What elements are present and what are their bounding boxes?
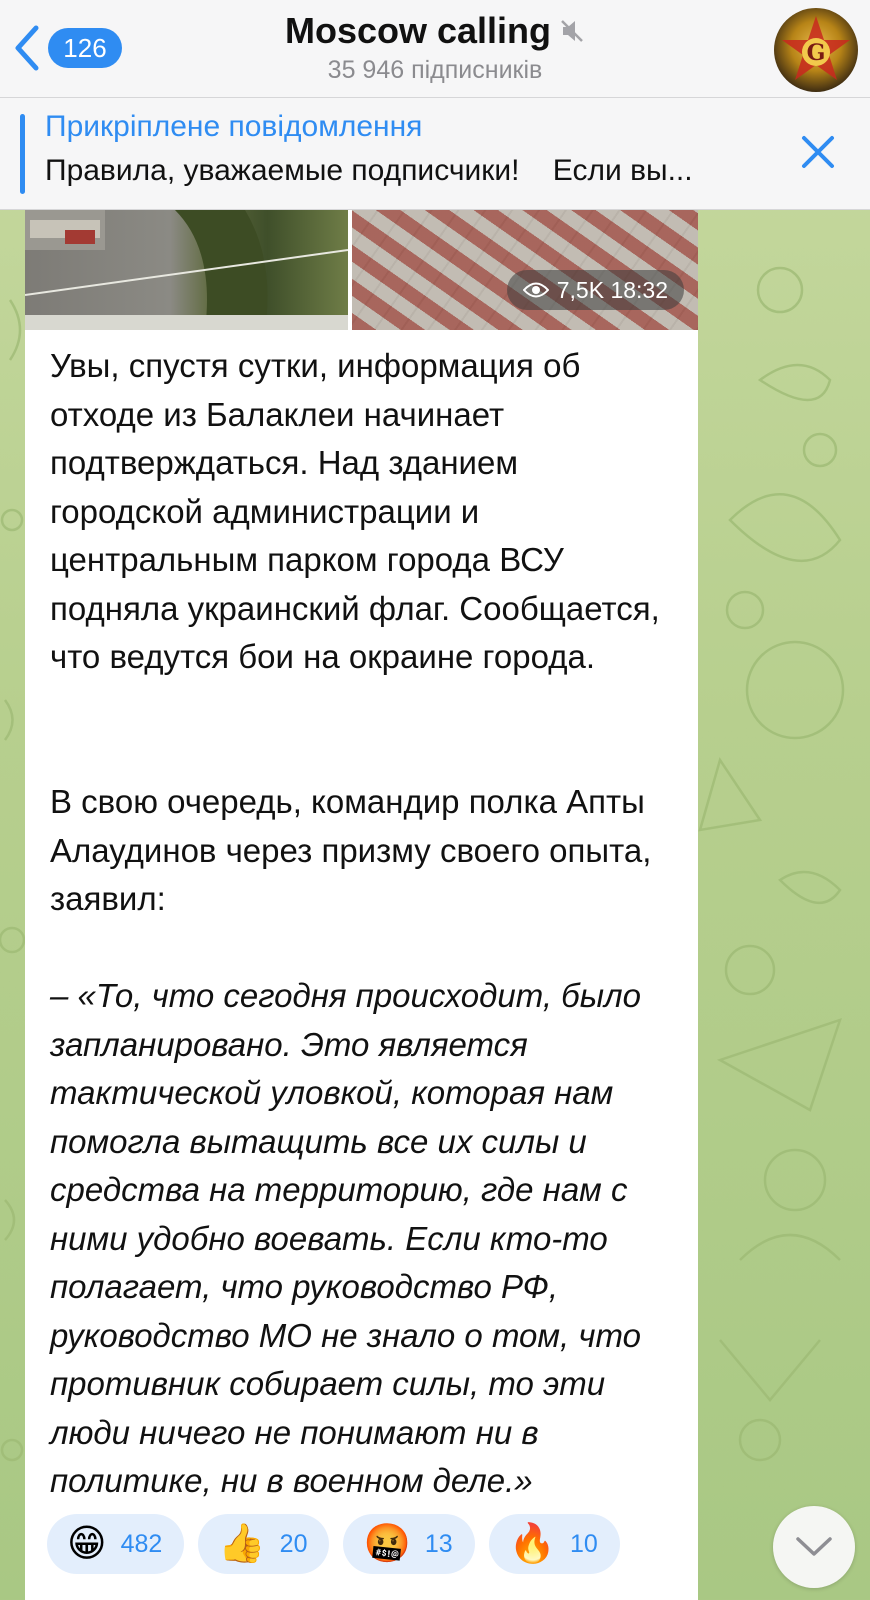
views-time-pill	[507, 270, 684, 310]
scroll-to-bottom-button[interactable]	[773, 1506, 855, 1588]
message-paragraph-2: В свою очередь, командир полка Апты Алаудинов через призму своего опыта, заявил:	[50, 783, 652, 917]
reaction-fire[interactable]	[489, 1514, 620, 1574]
photo-pavement[interactable]	[352, 210, 698, 330]
svg-text:G: G	[806, 40, 826, 66]
reaction-thumbs-up[interactable]	[198, 1514, 329, 1574]
reaction-count: 10	[569, 1529, 598, 1558]
eye-icon	[523, 281, 549, 299]
chat-title-area[interactable]	[200, 10, 670, 85]
reaction-cursing[interactable]	[343, 1514, 474, 1574]
chat-title	[285, 10, 585, 52]
photo-street-image	[25, 210, 348, 330]
views-time: 7,5K 18:32	[556, 276, 668, 303]
unread-badge: 126	[48, 28, 122, 68]
reaction-count: 20	[279, 1529, 308, 1558]
media-album[interactable]	[25, 210, 698, 330]
reaction-count: 482	[120, 1529, 163, 1558]
close-icon[interactable]	[798, 132, 838, 172]
subscriber-count: 35 946 підписників	[327, 56, 543, 84]
pinned-message-bar[interactable]	[0, 98, 870, 210]
chevron-left-icon	[12, 22, 42, 74]
message-paragraph-1: Увы, спустя сутки, информация об отходе из Балаклеи начинает подтверждаться. Над зданием городской администрации и центральным парком города ВСУ подняла украинский флаг. Сообщается, что ведутся бои на окраине города.	[50, 347, 660, 675]
grin-emoji-icon: 😁	[67, 1523, 107, 1565]
cursing-face-emoji-icon: 🤬	[363, 1523, 411, 1565]
message-bubble	[25, 210, 698, 1600]
fire-emoji-icon: 🔥	[508, 1523, 556, 1565]
channel-name: Moscow calling	[284, 10, 552, 51]
chevron-down-icon	[794, 1535, 834, 1559]
pinned-indicator	[20, 114, 25, 194]
reactions-row	[47, 1514, 620, 1574]
mute-icon	[559, 18, 585, 44]
message-quote: – «То, что сегодня происходит, было запланировано. Это является тактической уловкой, которая нам помогла вытащить все их силы и средства на территорию, где нам с ними удобно воевать. Если кто-то полагает, что руководство РФ, руководство МО не знало о том, что противник собирает силы, то эти люди ничего не понимают ни в политике, ни в военном деле.»	[50, 977, 641, 1499]
thumbs-up-emoji-icon: 👍	[218, 1523, 266, 1565]
photo-street[interactable]	[25, 210, 348, 330]
reaction-count: 13	[424, 1529, 453, 1558]
channel-avatar[interactable]	[774, 8, 858, 92]
back-button[interactable]	[12, 22, 122, 74]
avatar-star-icon	[774, 8, 858, 92]
pinned-label: Прикріплене повідомлення	[45, 110, 423, 143]
chat-header	[0, 0, 870, 98]
pinned-preview: Правила, уважаемые подписчики! Если вы...	[45, 154, 693, 187]
reaction-grin[interactable]	[47, 1514, 184, 1574]
